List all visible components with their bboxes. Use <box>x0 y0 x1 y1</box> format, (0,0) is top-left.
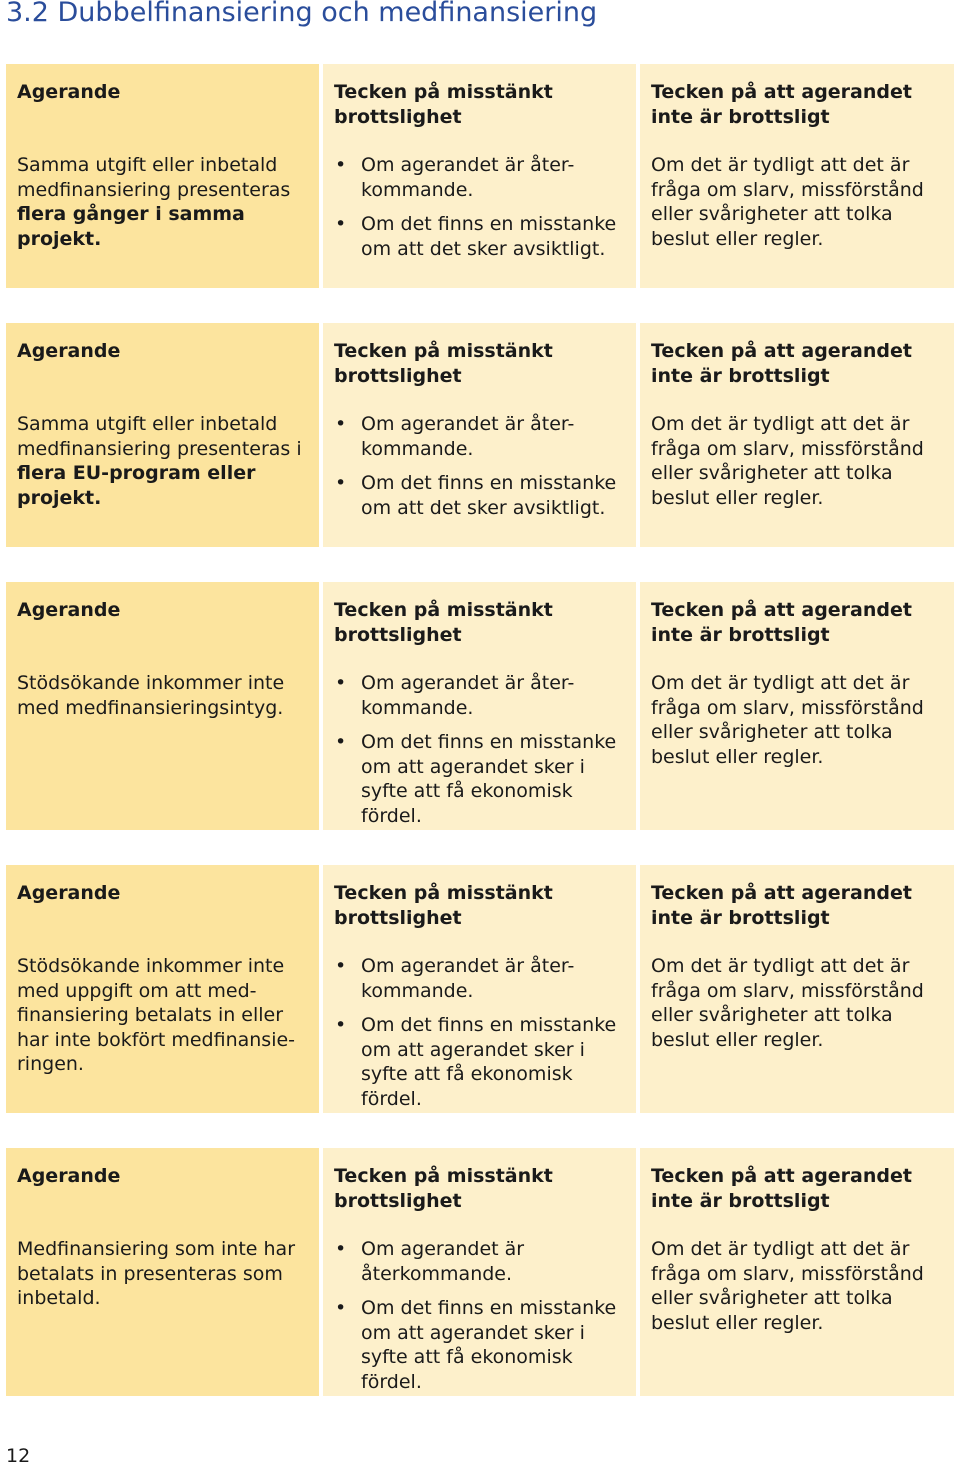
sign-item: • Om agerandet är åter-kommande. <box>334 412 625 461</box>
not-criminal-text: Om det är tydligt att det är fråga om slarv, missförstånd eller svårigheter att tolka beslut eller regler. <box>651 1238 924 1334</box>
signs-list <box>334 954 625 1111</box>
acting-header: Agerande <box>17 340 121 362</box>
suspected-cell <box>323 323 636 547</box>
sign-item: • Om det finns en misstanke om att agerandet sker i syfte att få ekonomisk fördel. <box>334 730 625 828</box>
acting-header: Agerande <box>17 81 121 103</box>
suspected-cell <box>323 582 636 830</box>
comparison-table-5 <box>6 1148 954 1396</box>
acting-text: Medfinansiering som inte har betalats in presenteras som inbetald. <box>17 1238 296 1309</box>
not-criminal-cell <box>640 582 954 830</box>
comparison-table-3 <box>6 582 954 830</box>
not-criminal-header: Tecken på att agerandet inte är brottsligt <box>651 599 912 646</box>
suspected-header: Tecken på misstänkt brottslighet <box>334 882 553 929</box>
acting-text: Samma utgift eller inbetald medfinansiering presenteras flera gånger i samma projekt. <box>17 154 291 250</box>
signs-list <box>334 1237 625 1394</box>
acting-cell <box>6 323 319 547</box>
not-criminal-text: Om det är tydligt att det är fråga om slarv, missförstånd eller svårigheter att tolka beslut eller regler. <box>651 413 924 509</box>
acting-header: Agerande <box>17 1165 121 1187</box>
signs-list <box>334 153 625 261</box>
acting-cell <box>6 1148 319 1396</box>
not-criminal-header: Tecken på att agerandet inte är brottsligt <box>651 882 912 929</box>
acting-cell <box>6 865 319 1113</box>
not-criminal-cell <box>640 865 954 1113</box>
sign-item: • Om agerandet är åter-kommande. <box>334 153 625 202</box>
suspected-header: Tecken på misstänkt brottslighet <box>334 340 553 387</box>
not-criminal-text: Om det är tydligt att det är fråga om slarv, missförstånd eller svårigheter att tolka beslut eller regler. <box>651 154 924 250</box>
acting-text: Stödsökande inkommer inte med uppgift om att med-finansiering betalats in eller har inte bokfört medfinansie-ringen. <box>17 955 296 1075</box>
sign-item: • Om det finns en misstanke om att agerandet sker i syfte att få ekonomisk fördel. <box>334 1296 625 1394</box>
acting-header: Agerande <box>17 599 121 621</box>
not-criminal-header: Tecken på att agerandet inte är brottsligt <box>651 1165 912 1212</box>
page-title: 3.2 Dubbelfinansiering och medfinansiering <box>6 0 598 28</box>
sign-item: • Om agerandet är åter-kommande. <box>334 671 625 720</box>
not-criminal-cell <box>640 323 954 547</box>
suspected-cell <box>323 1148 636 1396</box>
not-criminal-header: Tecken på att agerandet inte är brottsligt <box>651 340 912 387</box>
not-criminal-cell <box>640 1148 954 1396</box>
sign-item: • Om det finns en misstanke om att agerandet sker i syfte att få ekonomisk fördel. <box>334 1013 625 1111</box>
not-criminal-text: Om det är tydligt att det är fråga om slarv, missförstånd eller svårigheter att tolka beslut eller regler. <box>651 955 924 1051</box>
not-criminal-text: Om det är tydligt att det är fråga om slarv, missförstånd eller svårigheter att tolka beslut eller regler. <box>651 672 924 768</box>
comparison-table-1 <box>6 64 954 288</box>
sign-item: • Om agerandet är återkommande. <box>334 1237 625 1286</box>
suspected-header: Tecken på misstänkt brottslighet <box>334 1165 553 1212</box>
suspected-cell <box>323 865 636 1113</box>
acting-cell <box>6 582 319 830</box>
sign-item: • Om det finns en misstanke om att det sker avsiktligt. <box>334 212 625 261</box>
comparison-table-4 <box>6 865 954 1113</box>
suspected-header: Tecken på misstänkt brottslighet <box>334 81 553 128</box>
acting-header: Agerande <box>17 882 121 904</box>
suspected-cell <box>323 64 636 288</box>
suspected-header: Tecken på misstänkt brottslighet <box>334 599 553 646</box>
acting-text: Stödsökande inkommer inte med medfinansieringsintyg. <box>17 672 285 719</box>
signs-list <box>334 412 625 520</box>
comparison-table-2 <box>6 323 954 547</box>
page-number: 12 <box>6 1445 31 1467</box>
not-criminal-header: Tecken på att agerandet inte är brottsligt <box>651 81 912 128</box>
acting-text: Samma utgift eller inbetald medfinansiering presenteras i flera EU-program eller projekt. <box>17 413 302 509</box>
sign-item: • Om agerandet är åter-kommande. <box>334 954 625 1003</box>
not-criminal-cell <box>640 64 954 288</box>
acting-cell <box>6 64 319 288</box>
signs-list <box>334 671 625 828</box>
sign-item: • Om det finns en misstanke om att det sker avsiktligt. <box>334 471 625 520</box>
